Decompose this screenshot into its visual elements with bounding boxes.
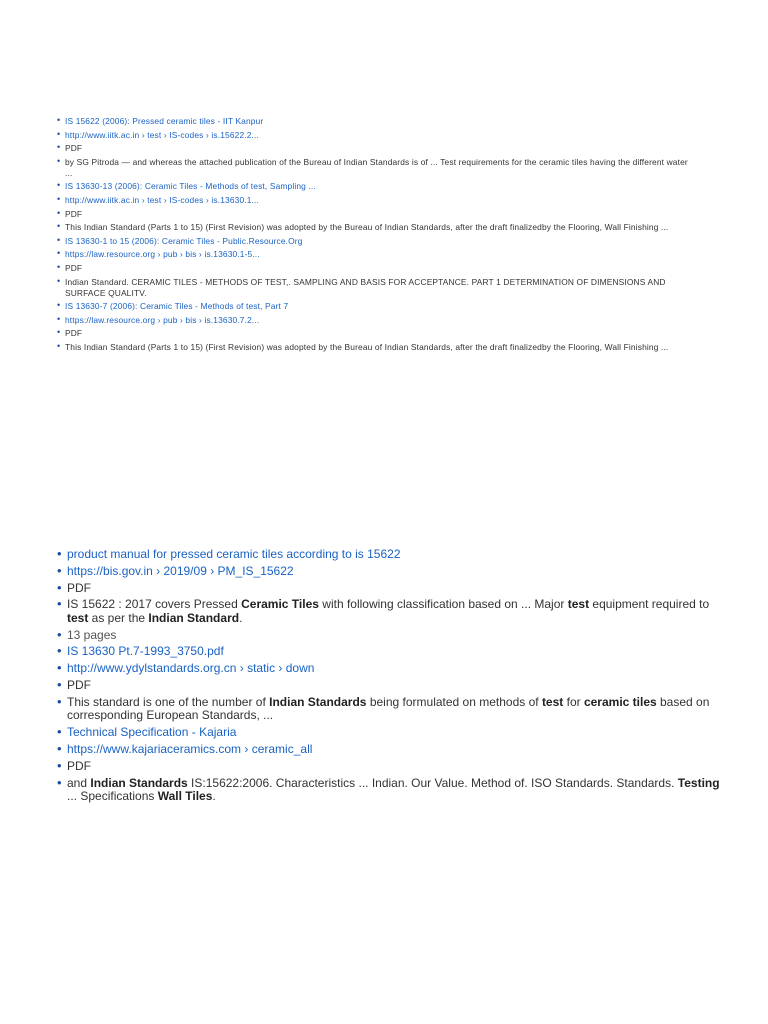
emphasized-term: Indian Standard [148,610,240,625]
bullet-icon: • [57,757,62,773]
bullet-icon: • [57,275,61,286]
result-title-link[interactable]: IS 13630-13 (2006): Ceramic Tiles - Methods of test, Sampling ... [65,181,316,192]
list-item [57,740,725,757]
text-segment: PDF [67,678,91,693]
result-url-breadcrumb[interactable] [67,661,314,675]
list-item [57,328,697,339]
result-title-link[interactable]: IS 15622 (2006): Pressed ceramic tiles - IIT Kanpur [65,116,264,126]
bullet-icon: • [57,115,61,125]
bullet-icon: • [57,155,61,166]
file-type-label [67,678,91,692]
list-item [57,209,697,220]
bullet-icon: • [57,327,61,338]
text-segment: . [239,610,243,625]
emphasized-term: test [541,694,564,709]
list-item [57,222,697,233]
list-item [57,774,725,804]
bullet-icon: • [57,626,62,642]
text-segment: https://www.kajariaceramics.com › ceramic_all [67,741,313,756]
result-title-link[interactable]: IS 13630-7 (2006): Ceramic Tiles - Methods of test, Part 7 [65,301,289,312]
bullet-icon: • [57,313,61,324]
search-results-large [57,548,725,807]
bullet-icon: • [57,660,62,676]
text-segment: http://www.ydylstandards.org.cn › static › down [67,661,315,676]
list-item [57,726,725,740]
bullet-icon: • [57,643,62,659]
bullet-icon: • [57,221,61,232]
bullet-icon: • [57,142,61,153]
text-segment: PDF [67,580,91,595]
emphasized-term: test [67,610,89,625]
list-item [57,548,725,562]
text-segment: IS 13630 Pt.7-1993_3750.pdf [67,644,224,659]
bullet-icon: • [57,207,61,218]
bullet-icon: • [57,248,61,259]
text-segment: . [212,789,216,804]
text-segment: equipment required to [589,597,710,612]
text-segment: with following classification based on ... Major [318,597,568,612]
list-item [57,757,725,774]
bullet-icon: • [57,300,61,311]
bullet-icon: • [57,677,62,693]
emphasized-term: test [567,597,590,612]
bullet-icon: • [57,724,62,740]
bullet-icon: • [57,693,62,709]
list-item [57,143,697,154]
file-type-label: PDF [65,262,83,273]
page-count-label [67,628,116,642]
bullet-icon: • [57,546,62,561]
list-item [57,645,725,659]
result-url-breadcrumb[interactable] [67,564,294,578]
list-item [57,693,725,723]
result-snippet [67,597,709,625]
result-url-breadcrumb[interactable] [67,742,312,756]
text-segment: PDF [67,758,91,773]
bullet-icon: • [57,562,62,578]
bullet-icon: • [57,261,61,272]
text-segment: based on corresponding European Standards, ... [67,694,710,723]
text-segment: This standard is one of the number of [67,694,270,709]
emphasized-term: Wall Tiles [157,789,213,804]
list-item [57,662,725,676]
result-title-link[interactable] [67,547,401,561]
emphasized-term: Indian Standards [90,775,188,790]
list-item [57,679,725,693]
text-segment: as per the [88,610,149,625]
file-type-label [67,759,91,773]
list-item [57,130,697,141]
text-segment: ... Specifications [67,789,158,804]
bullet-icon: • [57,774,62,790]
bullet-icon: • [57,596,62,612]
text-segment: 13 pages [67,627,117,642]
list-item [57,342,697,353]
list-item [57,579,725,596]
list-item [57,277,697,299]
text-segment: IS:15622:2006. Characteristics ... Indian. Our Value. Method of. ISO Standards. Standards. [187,775,678,790]
bullet-icon: • [57,340,61,351]
list-item [57,315,697,326]
result-snippet: Indian Standard. CERAMIC TILES - METHODS OF TEST,. SAMPLING AND BASIS FOR ACCEPTANCE. PART 1 DETERMINATION OF DIMENSIONS AND SURFACE QUALITV. [65,276,666,298]
result-url-breadcrumb[interactable]: http://www.iitk.ac.in › test › IS-codes › is.15622.2... [65,129,259,140]
file-type-label: PDF [65,208,83,219]
list-item [57,181,697,192]
list-item [57,157,697,179]
result-title-link[interactable] [67,725,236,739]
text-segment: product manual for pressed ceramic tiles according to is 15622 [67,547,401,561]
result-title-link[interactable] [67,644,224,658]
list-item [57,626,725,643]
bullet-icon: • [57,180,61,191]
result-snippet [67,695,709,723]
list-item [57,263,697,274]
list-item [57,195,697,206]
list-item [57,236,697,247]
text-segment: Technical Specification - Kajaria [67,725,237,740]
bullet-icon: • [57,579,62,595]
text-segment: and [67,775,91,790]
result-url-breadcrumb[interactable]: http://www.iitk.ac.in › test › IS-codes › is.13630.1... [65,194,259,205]
file-type-label: PDF [65,143,83,154]
text-segment: IS 15622 : 2017 covers Pressed [67,597,242,612]
emphasized-term: Testing [677,775,720,790]
text-segment: https://bis.gov.in › 2019/09 › PM_IS_15622 [67,563,294,578]
list-item [57,598,725,625]
result-url-breadcrumb[interactable]: https://law.resource.org › pub › bis › is.13630.7.2... [65,314,260,325]
list-item [57,301,697,312]
file-type-label [67,581,91,595]
list-item [57,562,725,579]
list-item [57,249,697,260]
bullet-icon: • [57,128,61,139]
emphasized-term: ceramic tiles [583,694,657,709]
bullet-icon: • [57,740,62,756]
text-segment: being formulated on methods of [366,694,542,709]
result-snippet: This Indian Standard (Parts 1 to 15) (First Revision) was adopted by the Bureau of Indian Standards, after the draft finalizedby the Flooring, Wall Finishing ... [65,341,669,352]
bullet-icon: • [57,193,61,204]
result-snippet: by SG Pitroda — and whereas the attached publication of the Bureau of Indian Standards is of ... Test requirements for the ceramic tiles having the different water ... [65,156,688,178]
emphasized-term: Indian Standards [269,694,367,709]
result-url-breadcrumb[interactable]: https://law.resource.org › pub › bis › is.13630.1-5... [65,249,260,260]
text-segment: for [563,694,584,709]
file-type-label: PDF [65,328,83,339]
list-item [57,116,697,127]
emphasized-term: Ceramic Tiles [241,597,319,612]
bullet-icon: • [57,234,61,245]
search-results-compact [57,116,697,356]
result-title-link[interactable]: IS 13630-1 to 15 (2006): Ceramic Tiles - Public.Resource.Org [65,235,303,246]
result-snippet: This Indian Standard (Parts 1 to 15) (First Revision) was adopted by the Bureau of Indian Standards, after the draft finalizedby the Flooring, Wall Finishing ... [65,222,669,233]
result-snippet [67,776,720,804]
